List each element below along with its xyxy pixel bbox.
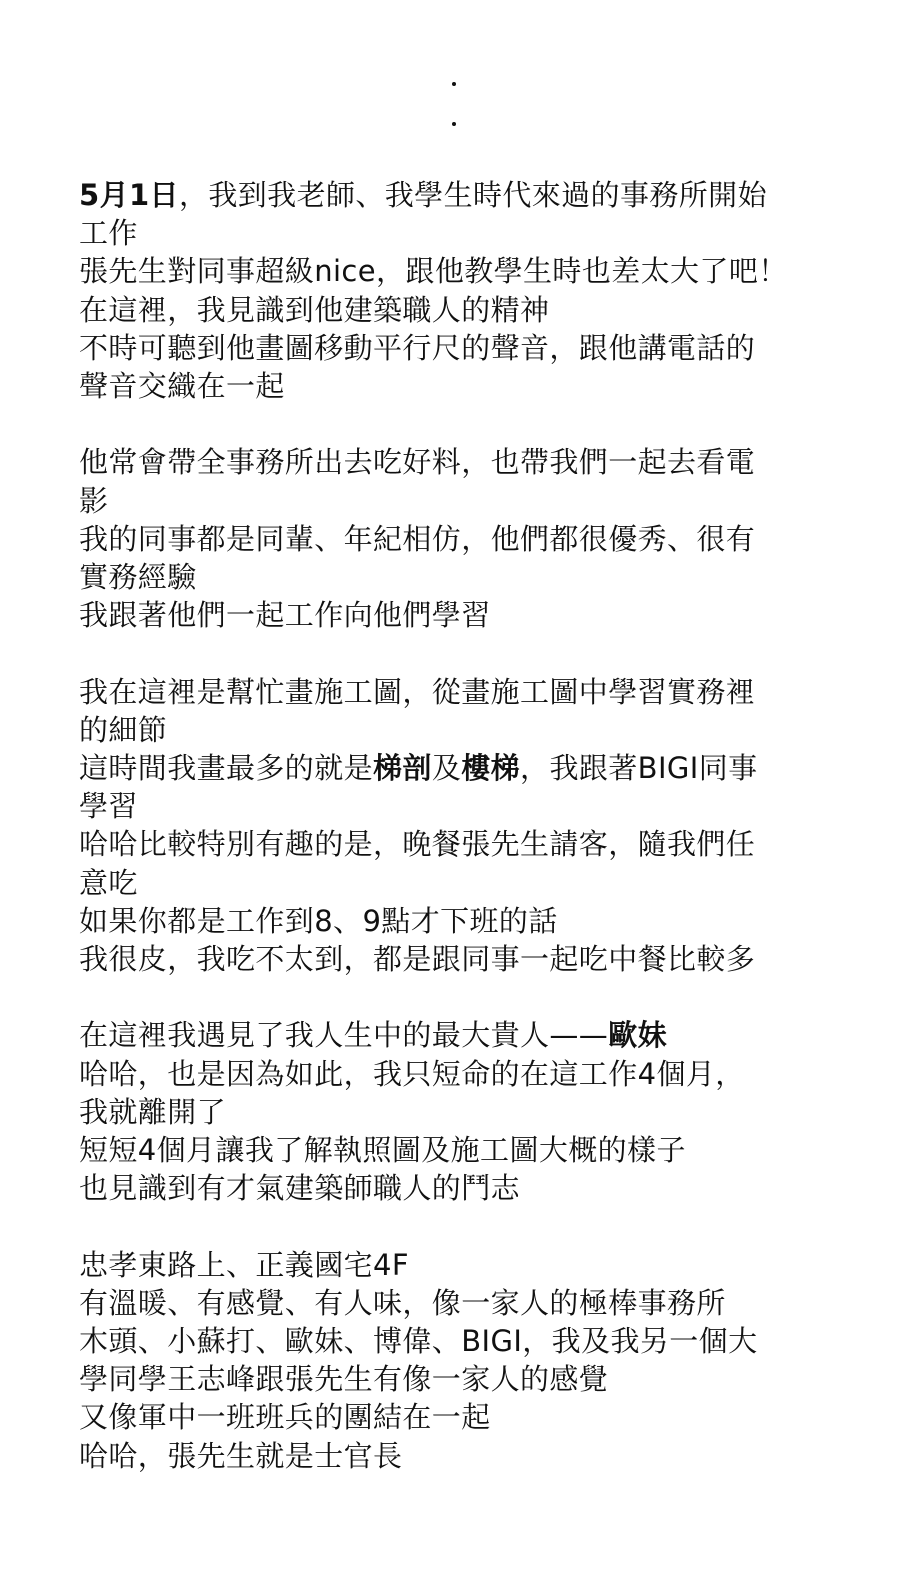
divider-dot [452, 122, 456, 126]
emphasized-text: 梯剖 [373, 751, 432, 786]
text-line [79, 329, 839, 367]
text-segment: 我跟著他們一起工作向他們學習 [79, 598, 491, 633]
paragraph [79, 673, 839, 979]
text-segment: ，我到我老師、我學生時代來過的事務所開始 [178, 178, 767, 212]
paragraph [79, 443, 839, 634]
text-segment: 影 [79, 483, 109, 518]
text-line [79, 291, 839, 329]
text-segment: 工作 [79, 216, 138, 251]
text-line [79, 1398, 839, 1436]
text-segment: 短短4個月讓我了解執照圖及施工圖大概的樣子 [79, 1133, 686, 1168]
text-segment: 實務經驗 [79, 560, 197, 595]
text-segment: 意吃 [79, 865, 138, 900]
text-line [79, 1169, 839, 1207]
text-line [79, 1360, 839, 1398]
text-line [79, 558, 839, 596]
text-segment: 木頭、小蘇打、歐妹、博偉、BIGI，我及我另一個大 [79, 1324, 758, 1359]
text-segment: 的細節 [79, 712, 168, 747]
emphasized-text: 5月1日 [79, 178, 179, 212]
text-line [79, 711, 839, 749]
section-divider-dots [0, 62, 907, 126]
text-line [79, 1322, 839, 1360]
text-line [79, 443, 839, 481]
text-segment: 有溫暖、有感覺、有人味，像一家人的極棒事務所 [79, 1285, 726, 1320]
text-line [79, 749, 839, 787]
text-line [79, 252, 839, 290]
text-line [79, 864, 839, 902]
text-line [79, 673, 839, 711]
text-segment: 聲音交織在一起 [79, 369, 285, 404]
paragraph [79, 1246, 839, 1475]
article-body [79, 176, 839, 1475]
text-line [79, 1437, 839, 1475]
text-segment: 我在這裡是幫忙畫施工圖，從畫施工圖中學習實務裡 [79, 674, 756, 709]
text-segment: 不時可聽到他畫圖移動平行尺的聲音，跟他講電話的 [79, 330, 756, 365]
text-segment: 學習 [79, 789, 138, 824]
text-segment: 學同學王志峰跟張先生有像一家人的感覺 [79, 1362, 609, 1397]
text-line [79, 825, 839, 863]
text-line [79, 1093, 839, 1131]
text-segment: 也見識到有才氣建築師職人的鬥志 [79, 1171, 521, 1206]
text-line [79, 482, 839, 520]
text-segment: 我的同事都是同輩、年紀相仿，他們都很優秀、很有 [79, 521, 756, 556]
text-line [79, 367, 839, 405]
divider-dot [452, 82, 456, 86]
text-line [79, 1246, 839, 1284]
text-line [79, 176, 839, 214]
text-line [79, 902, 839, 940]
text-segment: 在這裡我遇見了我人生中的最大貴人—— [79, 1018, 609, 1053]
text-segment: 這時間我畫最多的就是 [79, 751, 374, 786]
text-segment: 他常會帶全事務所出去吃好料，也帶我們一起去看電 [79, 445, 756, 480]
text-line [79, 940, 839, 978]
text-line [79, 1016, 839, 1054]
text-line [79, 787, 839, 825]
text-segment: 我很皮，我吃不太到，都是跟同事一起吃中餐比較多 [79, 942, 756, 977]
text-line [79, 520, 839, 558]
text-line [79, 1131, 839, 1169]
text-segment: 哈哈，也是因為如此，我只短命的在這工作4個月， [79, 1056, 745, 1091]
paragraph [79, 1016, 839, 1207]
text-segment: 如果你都是工作到8、9點才下班的話 [79, 903, 558, 938]
text-segment: 我就離開了 [79, 1094, 227, 1129]
emphasized-text: 歐妹 [608, 1018, 668, 1053]
text-segment: 哈哈，張先生就是士官長 [79, 1438, 403, 1473]
emphasized-text: 樓梯 [461, 751, 521, 786]
text-line [79, 596, 839, 634]
text-segment: 又像軍中一班班兵的團結在一起 [79, 1400, 491, 1435]
text-line [79, 1284, 839, 1322]
text-segment: 在這裡，我見識到他建築職人的精神 [79, 292, 550, 327]
text-segment: 及 [431, 751, 462, 786]
text-segment: 張先生對同事超級nice，跟他教學生時也差太大了吧！ [79, 254, 788, 289]
text-line [79, 214, 839, 252]
text-segment: 哈哈比較特別有趣的是，晚餐張先生請客，隨我們任 [79, 827, 756, 862]
text-line [79, 1055, 839, 1093]
text-segment: 忠孝東路上、正義國宅4F [79, 1247, 409, 1282]
text-segment: ，我跟著BIGI同事 [520, 751, 758, 786]
paragraph [79, 176, 839, 405]
